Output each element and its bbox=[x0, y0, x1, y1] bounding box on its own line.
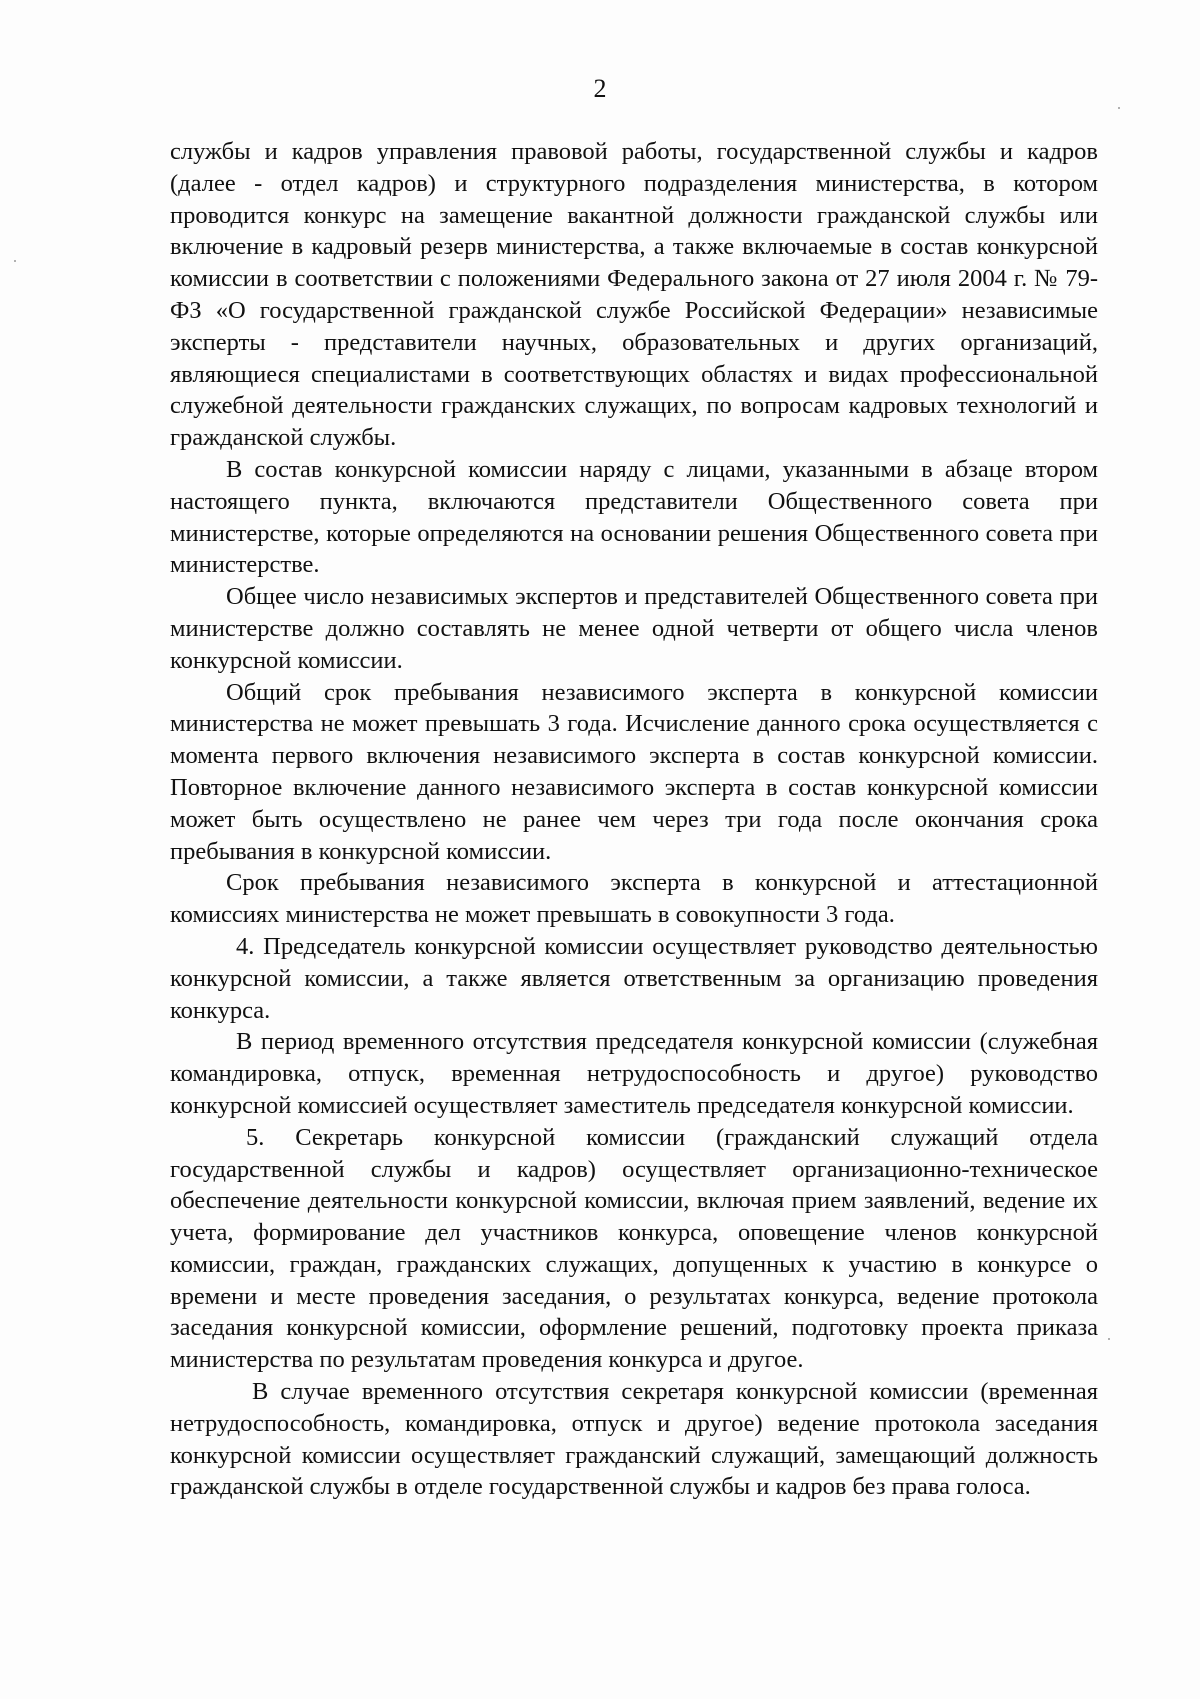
scan-speck bbox=[1118, 107, 1120, 109]
paragraph-expert-term: Общий срок пребывания независимого эксперта в конкурсной комиссии министерства не может превышать 3 года. Исчисление данного срока осуществляется с момента первого включения независимого эксперта в состав конкурсной комиссии. Повторное включение данного независимого эксперта в состав конкурсной комиссии может быть осуществлено не ранее чем через три года после окончания срока пребывания в конкурсной комиссии. bbox=[170, 678, 1098, 865]
paragraph-continuation: службы и кадров управления правовой работы, государственной службы и кадров (далее - отдел кадров) и структурного подразделения министерства, в котором проводится конкурс на замещение вакантной должности гражданской службы или включение в кадровый резерв министерства, а также включаемые в состав конкурсной комиссии в соответствии с положениями Федерального закона от 27 июля 2004 г. № 79-ФЗ «О государственной гражданской службе Российской Федерации» независимые эксперты - представители научных, образовательных и других организаций, являющиеся специалистами в соответствующих областях и видах профессиональной служебной деятельности гражданских служащих, по вопросам кадровых технологий и гражданской службы. bbox=[170, 138, 1098, 452]
paragraph-commission-composition: В состав конкурсной комиссии наряду с лицами, указанными в абзаце втором настоящего пункта, включаются представители Общественного совета при министерстве, которые определяются на основании решения Общественного совета при министерстве. bbox=[170, 455, 1098, 579]
paragraph-item-5-secretary: 5. Секретарь конкурсной комиссии (гражданский служащий отдела государственной службы и кадров) осуществляет организационно-техническое обеспечение деятельности конкурсной комиссии, включая прием заявлений, ведение их учета, формирование дел участников конкурса, оповещение членов конкурсной комиссии, граждан, гражданских служащих, допущенных к участию в конкурсе о времени и месте проведения заседания, о результатах конкурса, ведение протокола заседания конкурсной комиссии, оформление решений, подготовку проекта приказа министерства по результатам проведения конкурса и другое. bbox=[170, 1123, 1098, 1374]
page-number: 2 bbox=[593, 74, 607, 103]
scan-speck bbox=[1108, 1338, 1110, 1340]
paragraph-expert-term-total: Срок пребывания независимого эксперта в конкурсной и аттестационной комиссиях министерства не может превышать в совокупности 3 года. bbox=[170, 869, 1098, 929]
paragraph-expert-share: Общее число независимых экспертов и представителей Общественного совета при министерстве должно составлять не менее одной четверти от общего числа членов конкурсной комиссии. bbox=[170, 583, 1098, 674]
paragraph-item-4-chairman: 4. Председатель конкурсной комиссии осуществляет руководство деятельностью конкурсной комиссии, а также является ответственным за организацию проведения конкурса. bbox=[170, 932, 1098, 1024]
paragraph-chairman-absence: В период временного отсутствия председателя конкурсной комиссии (служебная командировка, отпуск, временная нетрудоспособность и другое) руководство конкурсной комиссией осуществляет заместитель председателя конкурсной комиссии. bbox=[170, 1028, 1098, 1119]
paragraph-secretary-absence: В случае временного отсутствия секретаря конкурсной комиссии (временная нетрудоспособность, командировка, отпуск и другое) ведение протокола заседания конкурсной комиссии осуществляет гражданский служащий, замещающий должность гражданской службы в отделе государственной службы и кадров без права голоса. bbox=[170, 1378, 1098, 1501]
scan-speck bbox=[14, 260, 16, 262]
document-body bbox=[170, 136, 1098, 1503]
